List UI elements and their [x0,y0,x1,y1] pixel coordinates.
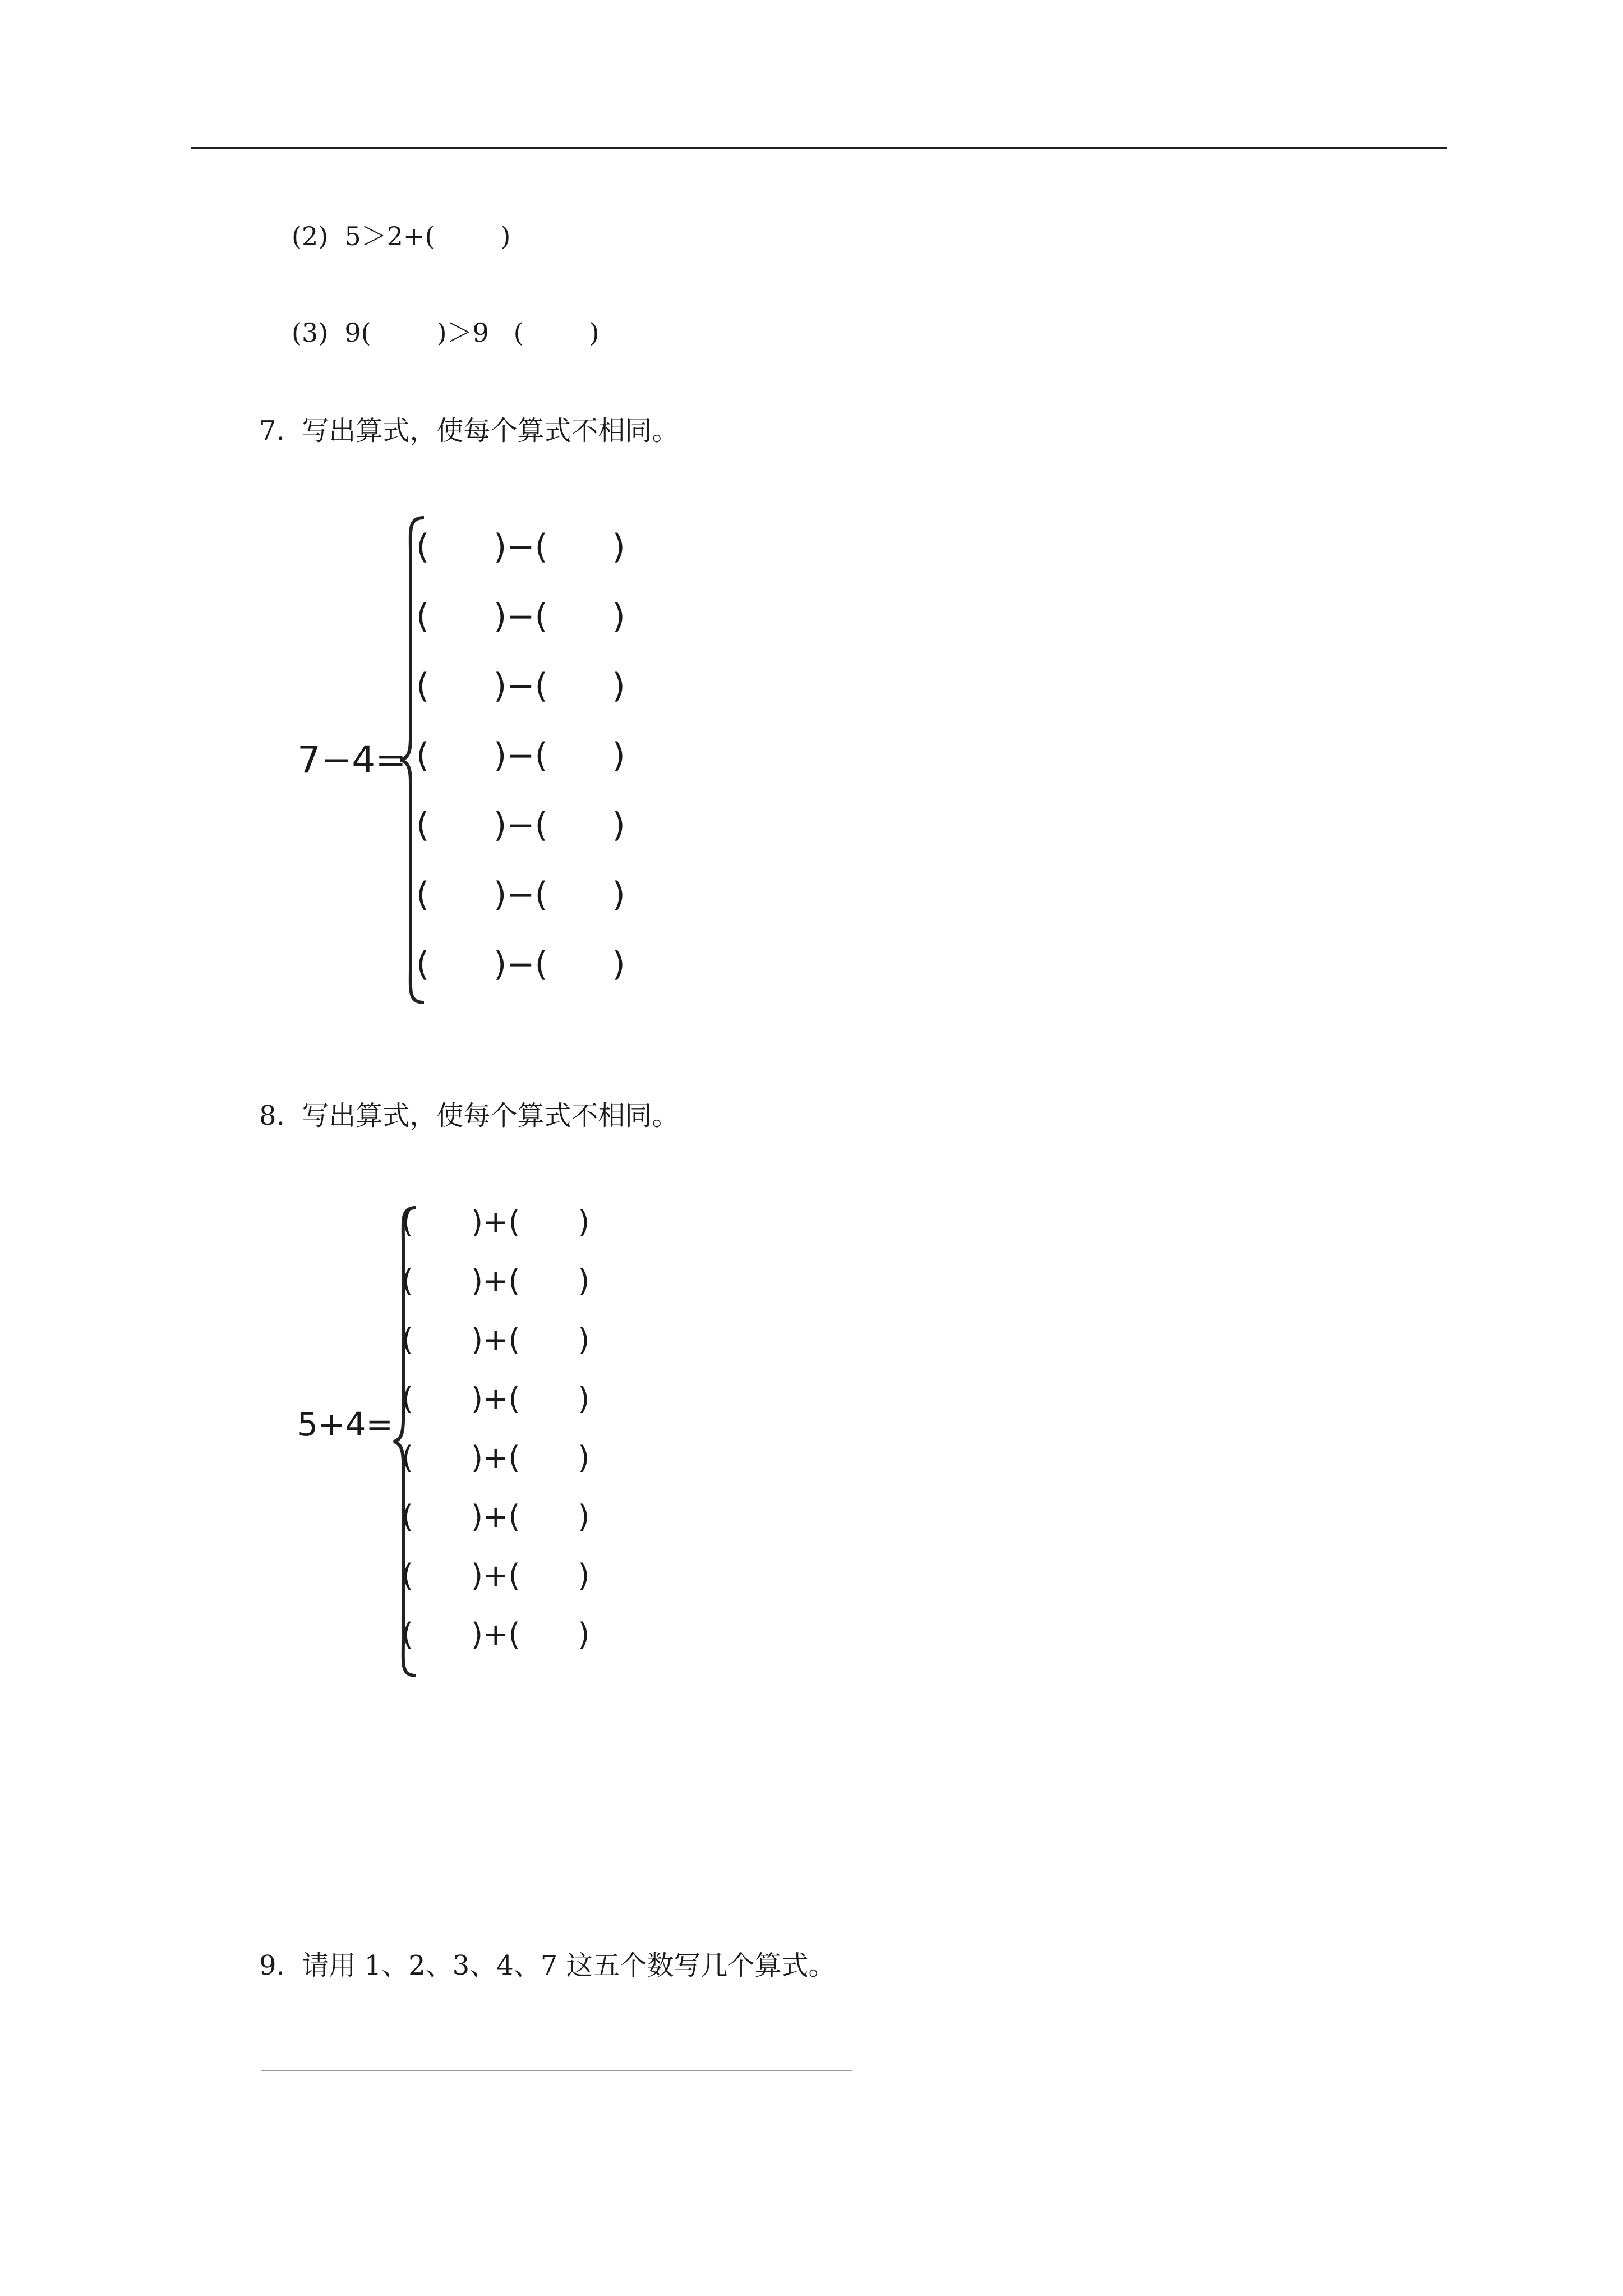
q7-row[interactable]: ( )−( ) [416,736,625,775]
q8-lhs: 5+4= [297,1405,393,1443]
q7-row[interactable]: ( )−( ) [416,945,625,984]
q7-lhs: 7−4= [297,738,407,781]
q8-row[interactable]: ( )+( ) [402,1499,590,1534]
question-8-title: 8. 写出算式，使每个算式不相同。 [259,1100,679,1131]
question-7-title: 7. 写出算式，使每个算式不相同。 [259,415,679,447]
q8-row[interactable]: ( )+( ) [402,1440,590,1475]
q8-row[interactable]: ( )+( ) [402,1322,590,1358]
header-rule [191,147,1447,149]
question-9-title: 9. 请用 1、2、3、4、7 这五个数写几个算式。 [259,1950,836,1981]
q7-row[interactable]: ( )−( ) [416,597,625,636]
sub-item-2: (2) 5＞2+( ) [292,221,511,251]
q7-row[interactable]: ( )−( ) [416,875,625,914]
q8-row[interactable]: ( )+( ) [402,1204,590,1240]
q8-row[interactable]: ( )+( ) [402,1381,590,1416]
q8-row[interactable]: ( )+( ) [402,1617,590,1652]
q7-row[interactable]: ( )−( ) [416,666,625,706]
q7-row[interactable]: ( )−( ) [416,806,625,845]
q8-row[interactable]: ( )+( ) [402,1263,590,1299]
answer-line [261,2070,852,2071]
q7-row[interactable]: ( )−( ) [416,527,625,567]
q8-row[interactable]: ( )+( ) [402,1558,590,1593]
sub-item-3: (3) 9( )＞9 ( ) [292,318,600,348]
